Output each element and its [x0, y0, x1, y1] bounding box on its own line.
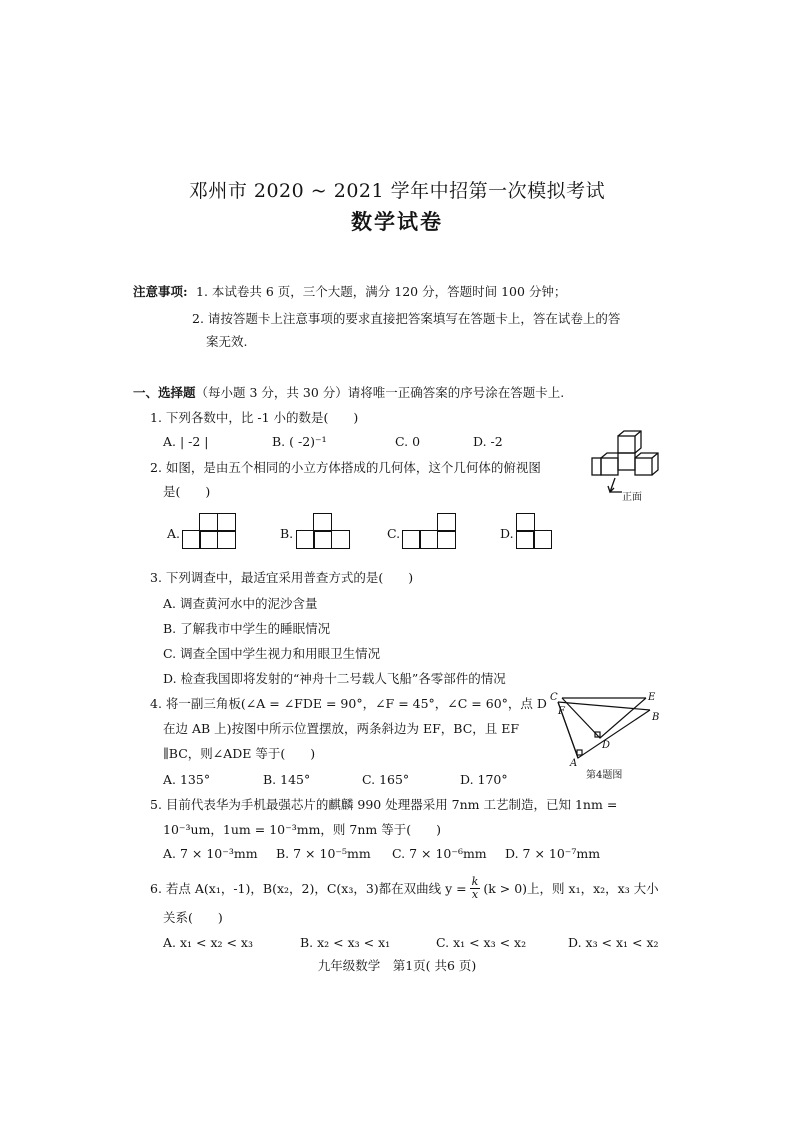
q1-option-c: C. 0 [395, 434, 421, 449]
q3-option-c: C. 调查全国中学生视力和用眼卫生情况 [163, 646, 381, 661]
q5-stem-line-1: 5. 目前代表华为手机最强芯片的麒麟 990 处理器采用 7nm 工艺制造，已知 1nm = [150, 797, 618, 812]
q2-option-b-figure [297, 514, 350, 549]
q1-option-b: B. ( -2)⁻¹ [272, 434, 327, 449]
q2-option-c-label: C. [387, 526, 401, 541]
q6-stem-post: (k > 0)上，则 x₁，x₂，x₃ 大小 [483, 880, 659, 896]
q3-option-a: A. 调查黄河水中的泥沙含量 [163, 596, 318, 611]
q4-option-d: D. 170° [460, 772, 508, 787]
q2-option-a-figure [183, 514, 236, 549]
q2-front-label: 正面 [622, 492, 642, 502]
q4-label-c: C [550, 692, 558, 703]
q1-option-a: A. | -2 | [163, 434, 209, 449]
q6-stem-line-2: 关系( ) [163, 910, 223, 925]
q2-option-a-label: A. [167, 526, 181, 541]
q6-option-d: D. x₃ < x₁ < x₂ [568, 935, 659, 950]
q6-option-c: C. x₁ < x₃ < x₂ [436, 935, 527, 950]
q2-option-d-figure [517, 514, 552, 549]
notice-line-2: 2. 请按答题卡上注意事项的要求直接把答案填写在答题卡上，答在试卷上的答 [192, 311, 621, 326]
notice-line-3: 案无效. [206, 334, 248, 349]
q6-fraction-denominator: x [471, 888, 479, 901]
q2-cube-figure [588, 430, 666, 502]
q6-fraction-numerator: k [471, 875, 479, 888]
notice-label: 注意事项: [133, 284, 188, 299]
q6-option-a: A. x₁ < x₂ < x₃ [163, 935, 253, 950]
q4-option-b: B. 145° [263, 772, 311, 787]
q4-stem-line-2: 在边 AB 上)按图中所示位置摆放，两条斜边为 EF，BC，且 EF [163, 721, 520, 736]
q4-triangle-figure [550, 692, 668, 782]
q4-figure-caption: 第4题图 [586, 770, 623, 781]
exam-title: 邓州市 2020 ~ 2021 学年中招第一次模拟考试 [188, 180, 606, 202]
q5-stem-line-2: 10⁻³um，1um = 10⁻³mm，则 7nm 等于( ) [163, 822, 441, 837]
q4-label-a: A [570, 758, 578, 769]
exam-subtitle: 数学试卷 [351, 209, 443, 234]
section-heading-note: （每小题 3 分，共 30 分）请将唯一正确答案的序号涂在答题卡上. [195, 385, 565, 400]
q2-option-c-figure [403, 514, 456, 549]
q5-option-a: A. 7 × 10⁻³mm [163, 846, 258, 861]
q6-fraction [470, 876, 481, 901]
q2-stem-line-2: 是( ) [163, 484, 211, 499]
q4-label-b: B [652, 712, 660, 723]
q4-stem-line-3: ∥BC，则∠ADE 等于( ) [163, 746, 316, 761]
q2-option-d-label: D. [500, 526, 514, 541]
q5-option-d: D. 7 × 10⁻⁷mm [505, 846, 601, 861]
q2-stem-line-1: 2. 如图，是由五个相同的小立方体搭成的几何体，这个几何体的俯视图 [150, 460, 541, 475]
q2-option-b-label: B. [280, 526, 294, 541]
q4-label-e: E [648, 692, 656, 703]
q3-option-b: B. 了解我市中学生的睡眠情况 [163, 621, 331, 636]
q4-option-c: C. 165° [362, 772, 410, 787]
q1-option-d: D. -2 [473, 434, 503, 449]
q1-stem: 1. 下列各数中，比 -1 小的数是( ) [150, 410, 359, 425]
q4-option-a: A. 135° [163, 772, 211, 787]
section-heading-row [133, 385, 564, 401]
notice-line-1: 1. 本试卷共 6 页，三个大题，满分 120 分，答题时间 100 分钟； [196, 284, 567, 299]
page-footer: 九年级数学 第1页( 共6 页) [317, 958, 477, 973]
q4-stem-line-1: 4. 将一副三角板(∠A = ∠FDE = 90°，∠F = 45°，∠C = 60°，点 D [150, 696, 547, 711]
q4-label-d: D [602, 740, 611, 751]
q6-stem-line-1 [150, 876, 659, 901]
q3-stem: 3. 下列调查中，最适宜采用普查方式的是( ) [150, 570, 414, 585]
q4-label-f: F [558, 706, 565, 717]
q6-stem-pre: 6. 若点 A(x₁，-1)，B(x₂，2)，C(x₃，3)都在双曲线 y = [150, 880, 467, 896]
q3-option-d: D. 检查我国即将发射的“神舟十二号载人飞船”各零部件的情况 [163, 671, 506, 686]
q6-option-b: B. x₂ < x₃ < x₁ [300, 935, 391, 950]
q5-option-b: B. 7 × 10⁻⁵mm [276, 846, 371, 861]
section-heading: 一、选择题 [133, 385, 196, 400]
q5-option-c: C. 7 × 10⁻⁶mm [392, 846, 487, 861]
